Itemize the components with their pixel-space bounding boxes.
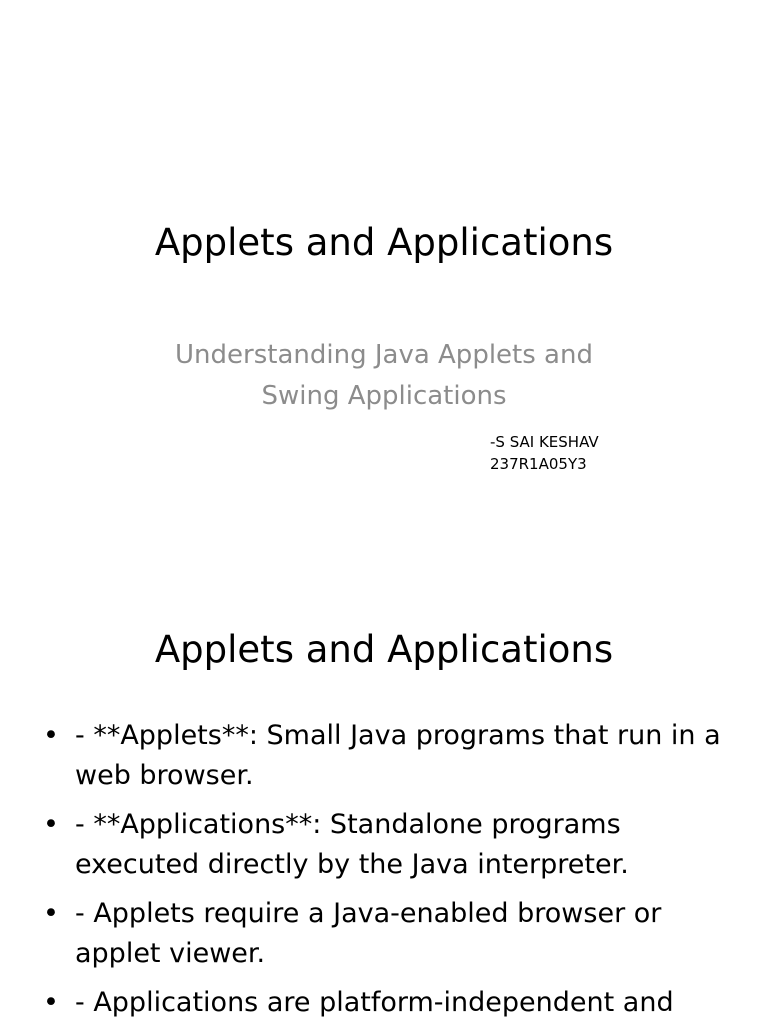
bullet-text: - **Applications**: Standalone programs executed directly by the Java interpreter.: [75, 809, 629, 880]
slide-title: Applets and Applications: [154, 628, 614, 671]
bullet-text: - Applets require a Java-enabled browser or applet viewer.: [75, 898, 662, 969]
bullet-item: [0, 805, 768, 885]
bullet-item: [0, 894, 768, 974]
bullet-item: [0, 716, 768, 796]
slide-title: Applets and Applications: [154, 221, 614, 264]
author-id: 237R1A05Y3: [490, 455, 587, 473]
bullet-icon: •: [43, 898, 59, 929]
bullet-text: - **Applets**: Small Java programs that run in a web browser.: [75, 720, 721, 791]
bullet-item: [0, 983, 768, 1023]
bullet-icon: •: [43, 720, 59, 751]
bullet-text: - Applications are platform-independent and: [75, 987, 674, 1018]
bullet-icon: •: [43, 809, 59, 840]
bullet-list: [0, 716, 768, 1024]
author-block: [490, 431, 599, 475]
slide-subtitle: Understanding Java Applets and Swing Applications: [175, 340, 593, 411]
content-slide: [0, 576, 768, 1024]
bullet-icon: •: [43, 987, 59, 1018]
author-name: -S SAI KESHAV: [490, 433, 599, 451]
